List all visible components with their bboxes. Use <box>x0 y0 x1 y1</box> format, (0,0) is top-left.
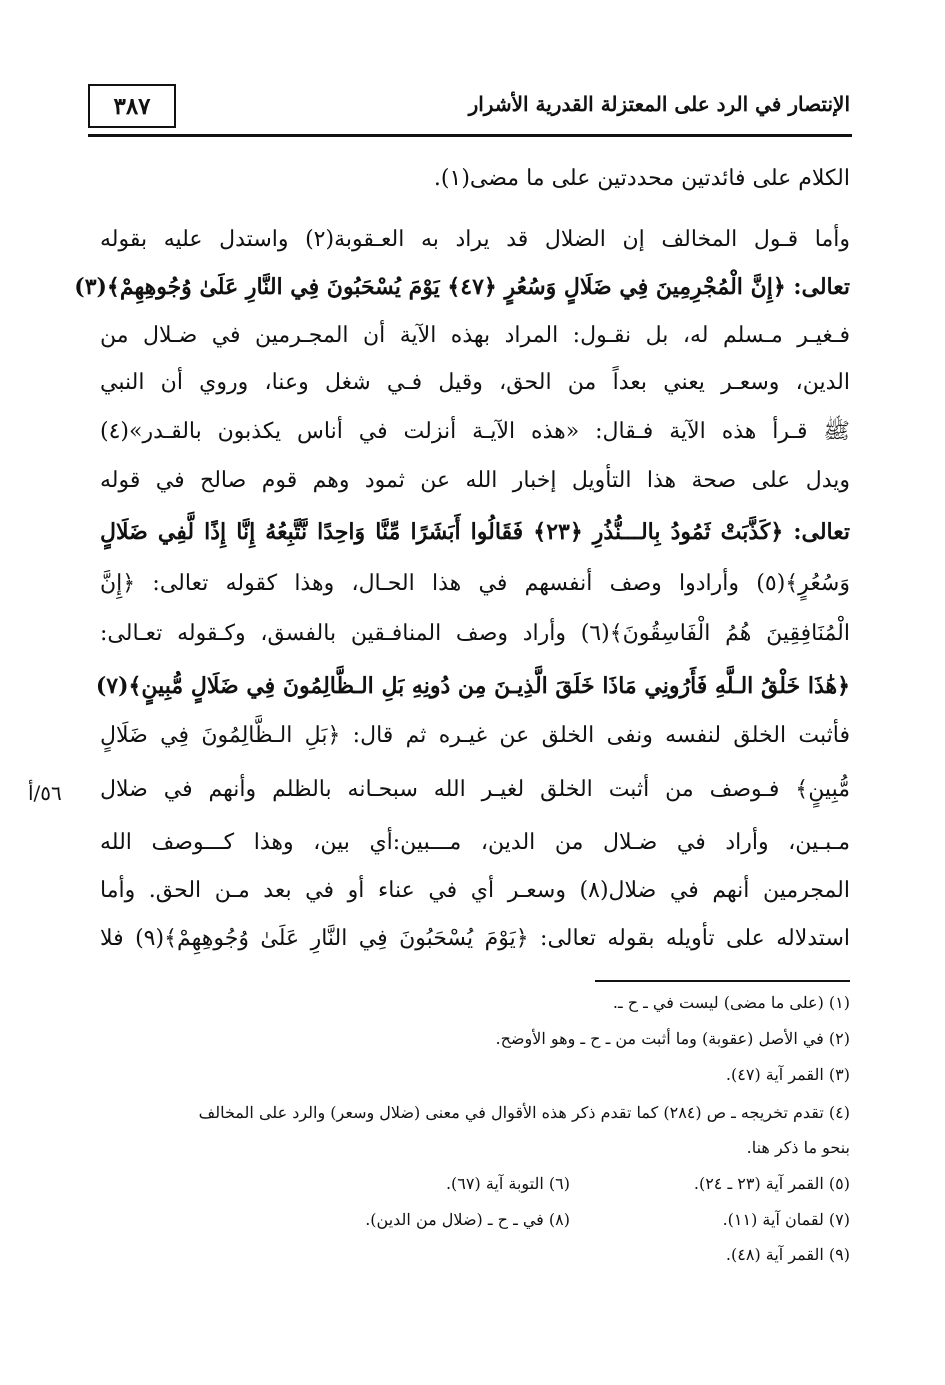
text-line: استدلاله على تأويله بقوله تعالى: ﴿يَوْمَ يُسْحَبُونَ فِي النَّارِ عَلَىٰ وُجُوهِهِمْ﴾(٩) فلا <box>100 926 850 951</box>
text-line: فـغيـر مـسلم له، بل نقـول: المراد بهذه الآية أن المجـرمين في ضـلال من <box>100 323 850 348</box>
text-line: وأما قـول المخالف إن الضلال قد يراد به العـقوبة(٢) واستدل عليه بقوله <box>100 227 850 252</box>
footnote-4-continued: بنحو ما ذكر هنا. <box>746 1138 850 1157</box>
text-line: تعالى: ﴿كَذَّبَتْ ثَمُودُ بِالـــنُّذُرِ ﴿٢٣﴾ فَقَالُوا أَبَشَرًا مِّنَّا وَاحِدًا نَّتَّبِعُهُ إِنَّا إِذًا لَّفِي ضَلَالٍ <box>100 519 850 545</box>
footnote-4: (٤) تقدم تخريجه ـ ص (٢٨٤) كما تقدم ذكر هذه الأقوال في معنى (ضلال وسعر) والرد على المخالف <box>198 1103 850 1122</box>
footnote-7: (٧) لقمان آية (١١). <box>722 1210 850 1229</box>
page-number-box <box>88 84 176 128</box>
text-line: الكلام على فائدتين محددتين على ما مضى(١). <box>433 166 850 191</box>
margin-folio-note: ٥٦/أ <box>28 781 62 805</box>
footnote-8: (٨) في ـ ح ـ (ضلال من الدين). <box>365 1210 570 1229</box>
footnote-rule <box>595 980 850 982</box>
footnote-1: (١) (على ما مضى) ليست في ـ ح ـ. <box>612 993 850 1012</box>
header-rule <box>88 134 852 137</box>
page-number: ٣٨٧ <box>113 92 151 120</box>
text-line: ﴿هَٰذَا خَلْقُ الـلَّهِ فَأَرُونِي مَاذَا خَلَقَ الَّذِيـنَ مِن دُونِهِ بَلِ الـظَّالِمُونَ فِي ضَلَالٍ مُّبِينٍ﴾(٧) <box>95 673 850 699</box>
footnote-2: (٢) في الأصل (عقوبة) وما أثبت من ـ ح ـ وهو الأوضح. <box>495 1029 850 1048</box>
footnote-5: (٥) القمر آية (٢٣ ـ ٢٤). <box>693 1174 850 1193</box>
text-line: ﷺ قـرأ هذه الآية فـقال: «هذه الآيـة أنزلت في أناس يكذبون بالقـدر»(٤) <box>100 419 850 444</box>
footnote-3: (٣) القمر آية (٤٧). <box>725 1065 850 1084</box>
text-line: ويدل على صحة هذا التأويل إخبار الله عن ثمود وهم قوم صالح في قوله <box>100 468 850 493</box>
text-line: وَسُعُرٍ﴾(٥) وأرادوا وصف أنفسهم في هذا الحـال، وهذا كقوله تعالى: ﴿إِنَّ <box>100 571 850 596</box>
text-line: المجرمين أنهم في ضلال(٨) وسعـر أي في عناء أو في بعد مـن الحق. وأما <box>100 878 850 903</box>
text-line: تعالى: ﴿إِنَّ الْمُجْرِمِينَ فِي ضَلَالٍ وَسُعُرٍ ﴿٤٧﴾ يَوْمَ يُسْحَبُونَ فِي النَّارِ عَلَىٰ وُجُوهِهِمْ﴾(٣) <box>74 274 850 300</box>
running-header-title: الإنتصار في الرد على المعتزلة القدرية الأشرار <box>468 92 850 116</box>
text-line: مُّبِينٍ﴾ فـوصف من أثبت الخلق لغيـر الله سبحـانه بالظلم وأنهم في ضلال <box>100 777 850 802</box>
footnote-6: (٦) التوبة آية (٦٧). <box>445 1174 570 1193</box>
text-line: الدين، وسعـر يعني بعداً من الحق، وقيل فـي شغل وعنا، وروي أن النبي <box>100 370 850 395</box>
text-line: الْمُنَافِقِينَ هُمُ الْفَاسِقُونَ﴾(٦) وأراد وصف المنافـقين بالفسق، وكـقوله تعـالى: <box>100 621 850 646</box>
text-line: فأثبت الخلق لنفسه ونفى الخلق عن غيـره ثم قال: ﴿بَلِ الـظَّالِمُونَ فِي ضَلَالٍ <box>100 723 850 748</box>
text-line: مـبـين، وأراد في ضـلال من الدين، مـــبين:أي بين، وهذا كـــوصف الله <box>100 830 850 855</box>
footnote-9: (٩) القمر آية (٤٨). <box>725 1245 850 1264</box>
